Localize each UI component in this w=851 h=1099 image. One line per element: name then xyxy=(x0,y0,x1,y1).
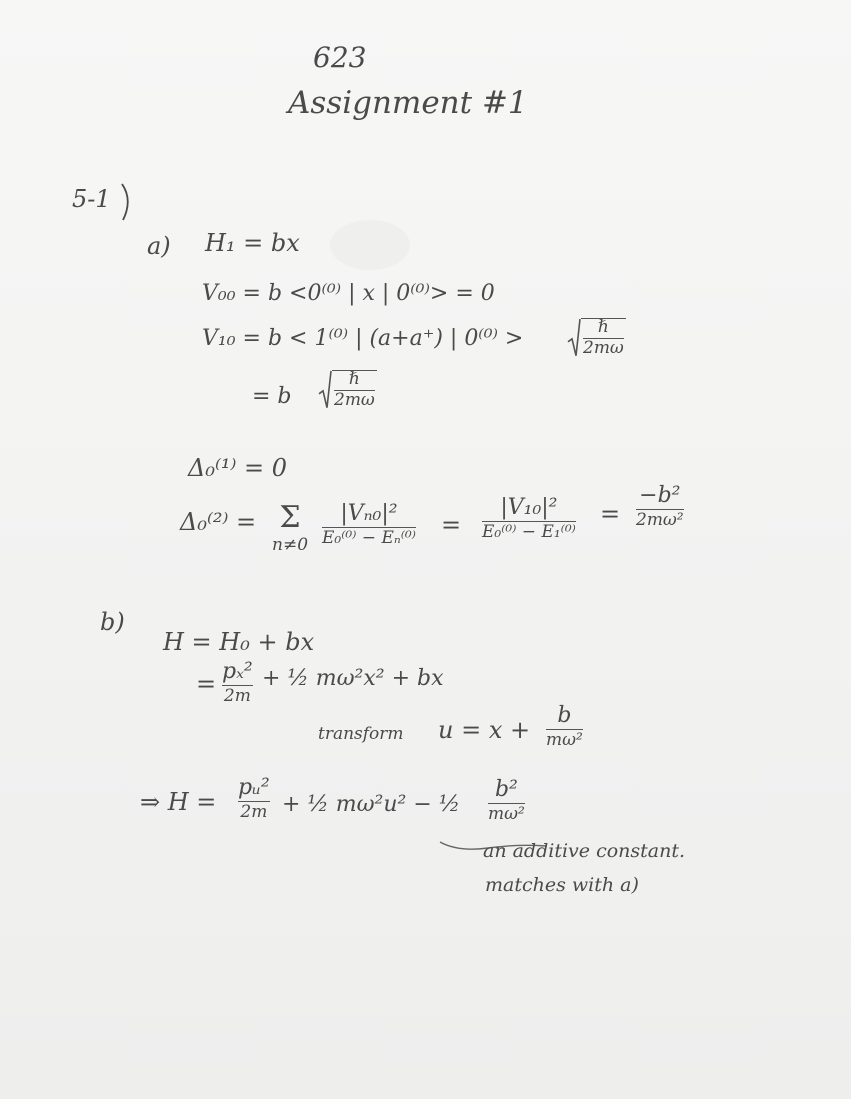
shift-numerator: b xyxy=(557,703,572,728)
middle-fraction xyxy=(482,496,576,542)
kinetic-term xyxy=(222,660,253,706)
middle-numerator: |V₁₀|² xyxy=(500,495,558,520)
sqrt-hbar-over-2mw xyxy=(567,318,626,358)
matrix-element-v00: V₀₀ = b <0⁽⁰⁾ | x | 0⁽⁰⁾> = 0 xyxy=(202,281,495,306)
result-numerator: −b² xyxy=(639,483,681,508)
sqrt-denominator: 2mω xyxy=(583,337,624,358)
sqrt-hbar-over-2mw-result xyxy=(318,370,377,410)
v10-result-prefix: = b xyxy=(252,384,292,409)
transformed-hamiltonian-lhs: ⇒ H = xyxy=(140,788,217,816)
sum-numerator: |Vₙ₀|² xyxy=(340,501,398,526)
part-b-label: b) xyxy=(100,608,125,636)
equals-sign-1: = xyxy=(441,511,462,539)
sqrt-numerator: ℏ xyxy=(597,317,609,337)
result-fraction xyxy=(636,484,684,530)
shift-denominator: mω² xyxy=(546,730,583,751)
transformed-kinetic-term xyxy=(238,776,270,822)
second-order-shift-lhs: Δ₀⁽²⁾ = xyxy=(180,508,257,536)
sqrt-numerator-2: ℏ xyxy=(348,369,360,389)
middle-denominator: E₀⁽⁰⁾ − E₁⁽⁰⁾ xyxy=(482,522,576,543)
sqrt-denominator-2: 2mω xyxy=(334,389,375,410)
constant-numerator: b² xyxy=(494,777,518,802)
summation-index: n≠0 xyxy=(272,535,309,555)
annotation-matches-a: matches with a) xyxy=(485,874,639,896)
transformed-potential: + ½ mω²u² − ½ xyxy=(282,792,461,817)
shift-fraction xyxy=(546,704,583,750)
course-number: 623 xyxy=(313,41,367,74)
part-a-label: a) xyxy=(147,232,171,260)
coordinate-shift: u = x + xyxy=(438,716,531,744)
potential-terms: + ½ mω²x² + bx xyxy=(262,666,444,691)
constant-term xyxy=(488,778,525,824)
equals-sign-3: = xyxy=(196,670,217,698)
sum-denominator: E₀⁽⁰⁾ − Eₙ⁽⁰⁾ xyxy=(322,528,416,549)
summation xyxy=(272,500,308,555)
equals-sign-2: = xyxy=(600,500,621,528)
annotation-additive-constant: an additive constant. xyxy=(483,840,686,862)
full-hamiltonian: H = H₀ + bx xyxy=(163,628,315,656)
transformed-kinetic-numerator: pᵤ² xyxy=(238,775,270,800)
sigma-icon: Σ xyxy=(279,500,301,535)
first-order-shift: Δ₀⁽¹⁾ = 0 xyxy=(188,454,287,482)
transform-label: transform xyxy=(318,724,404,744)
matrix-element-v10: V₁₀ = b < 1⁽⁰⁾ | (a+a⁺) | 0⁽⁰⁾ > xyxy=(202,326,524,351)
sum-fraction xyxy=(322,502,416,548)
problem-paren-icon xyxy=(119,182,135,222)
result-denominator: 2mω² xyxy=(636,510,684,531)
transformed-kinetic-denominator: 2m xyxy=(240,802,268,823)
assignment-title: Assignment #1 xyxy=(288,85,528,121)
kinetic-numerator: pₓ² xyxy=(222,659,253,684)
problem-label: 5-1 xyxy=(72,185,111,213)
paper-smudge xyxy=(330,220,410,270)
constant-denominator: mω² xyxy=(488,804,525,825)
perturbation-hamiltonian: H₁ = bx xyxy=(205,229,300,257)
kinetic-denominator: 2m xyxy=(223,686,251,707)
